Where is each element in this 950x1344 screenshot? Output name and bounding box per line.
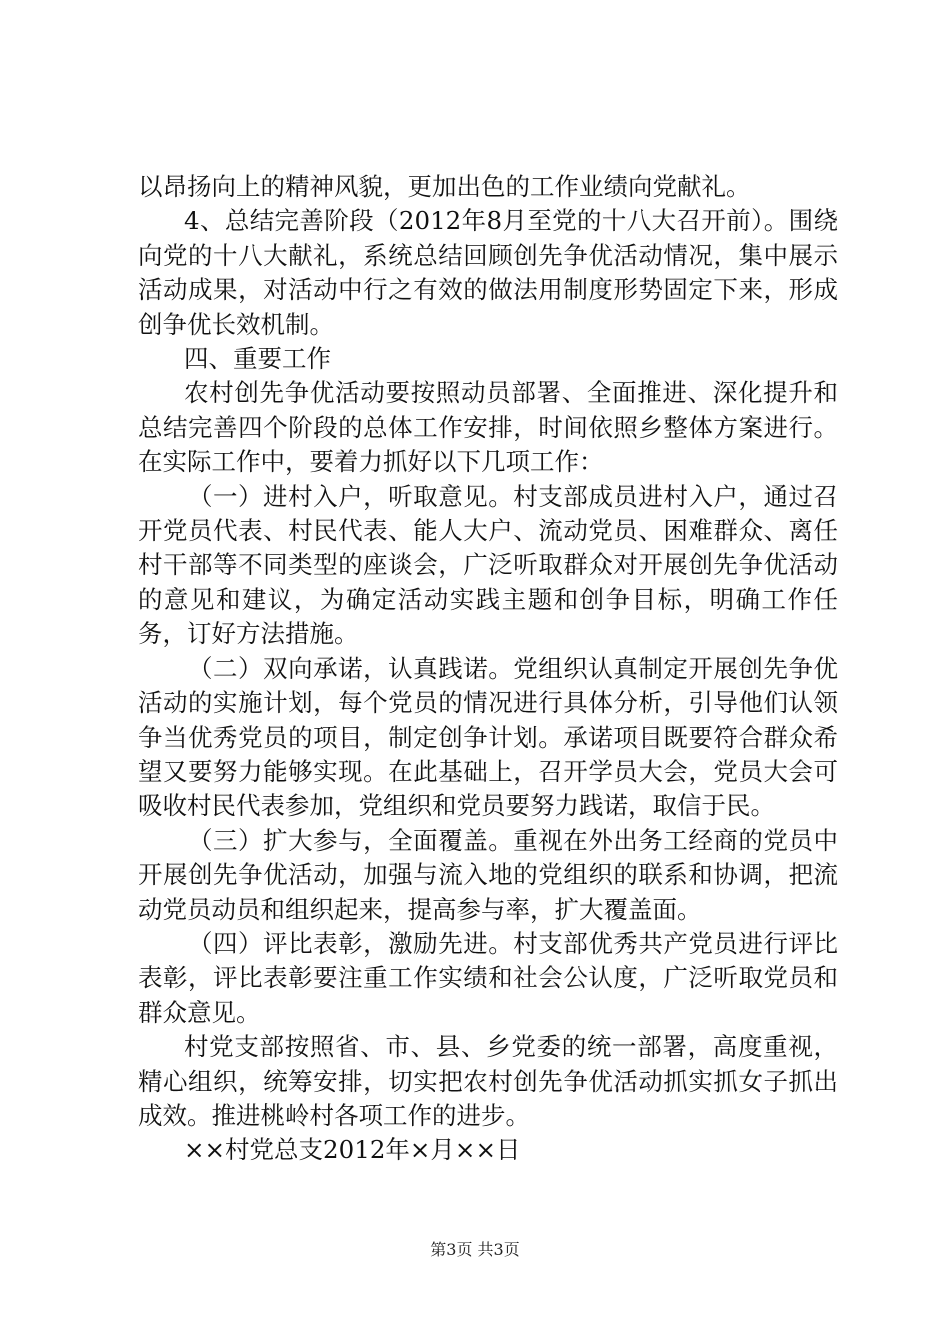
paragraph-continuation: 以昂扬向上的精神风貌，更加出色的工作业绩向党献礼。 [138, 172, 751, 201]
paragraph-item-1: （一）进村入户，听取意见。村支部成员进村入户，通过召开党员代表、村民代表、能人大户、流动党员、困难群众、离任村干部等不同类型的座谈会，广泛听取群众对开展创先争优活动的意见和建议，为确定活动实践主题和创争目标，明确工作任务，订好方法措施。 [138, 481, 838, 649]
paragraph-item-4: （四）评比表彰，激励先进。村支部优秀共产党员进行评比表彰，评比表彰要注重工作实绩和社会公认度，广泛听取党员和群众意见。 [138, 928, 838, 1027]
signature-line: ××村党总支2012年×月××日 [184, 1135, 521, 1165]
page-number-footer: 第3页 共3页 [430, 1240, 520, 1259]
document-body [138, 170, 838, 1168]
paragraph-item-2: （二）双向承诺，认真践诺。党组织认真制定开展创先争优活动的实施计划，每个党员的情况进行具体分析，引导他们认领争当优秀党员的项目，制定创争计划。承诺项目既要符合群众希望又要努力能够实现。在此基础上，召开学员大会，党员大会可吸收村民代表参加，党组织和党员要努力践诺，取信于民。 [138, 653, 838, 821]
paragraph-summary-stage: 4、总结完善阶段（2012年8月至党的十八大召开前）。围绕向党的十八大献礼，系统总结回顾创先争优活动情况，集中展示活动成果，对活动中行之有效的做法用制度形势固定下来，形成创争优长效机制。 [138, 206, 838, 339]
paragraph-overview: 农村创先争优活动要按照动员部署、全面推进、深化提升和总结完善四个阶段的总体工作安排，时间依照乡整体方案进行。在实际工作中，要着力抓好以下几项工作： [138, 378, 838, 477]
section-heading-key-work: 四、重要工作 [184, 344, 331, 374]
paragraph-item-3: （三）扩大参与，全面覆盖。重视在外出务工经商的党员中开展创先争优活动，加强与流入地的党组织的联系和协调，把流动党员动员和组织起来，提高参与率，扩大覆盖面。 [138, 825, 838, 924]
paragraph-conclusion: 村党支部按照省、市、县、乡党委的统一部署，高度重视，精心组织，统筹安排，切实把农村创先争优活动抓实抓女子抓出成效。推进桃岭村各项工作的进步。 [138, 1032, 838, 1130]
